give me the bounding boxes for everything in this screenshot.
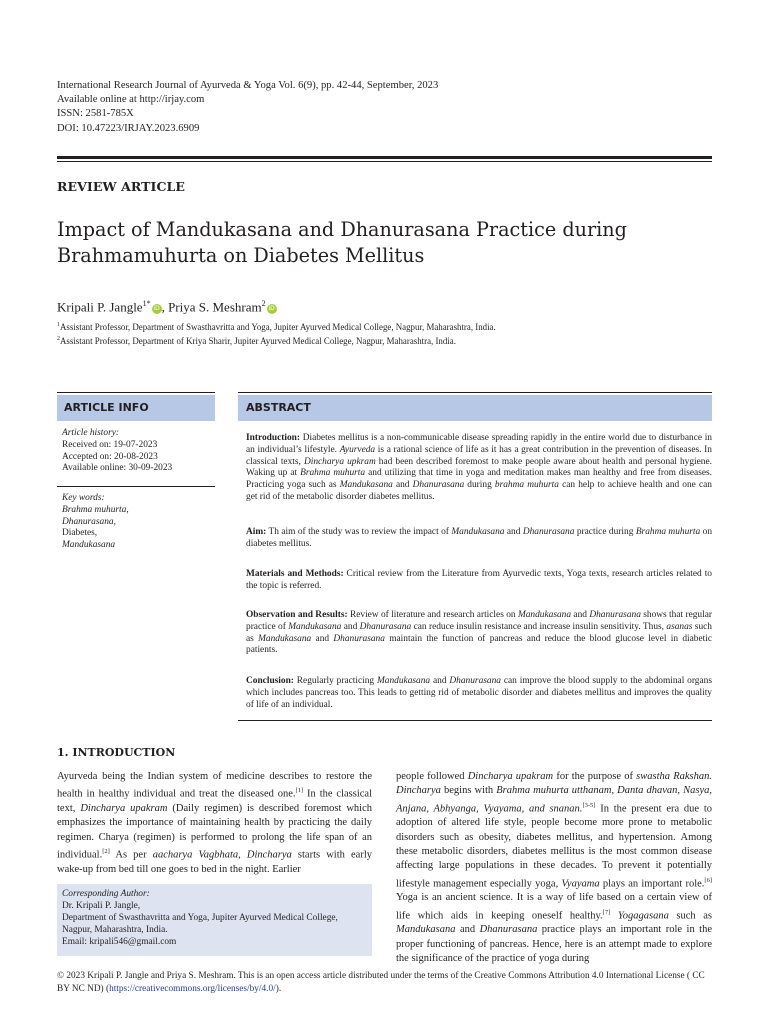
text-run: such as: [668, 910, 712, 922]
citation-ref[interactable]: [7]: [602, 908, 611, 916]
text-run: In the present era due to adoption of altered life style, people become more prone to metabolic disorders such as obesity, diabetes mellitus, and hypertension. Among these metabolic disorders, diabetes mellitus is the most common disease affecting large populations in these decades. To prevent it potentially lifestyle management especially yoga,: [396, 803, 713, 890]
text-run: such as: [246, 621, 712, 644]
italic-term: Brahma muhurta: [635, 527, 701, 537]
keyword: Mandukasana: [62, 540, 116, 551]
text-run: and: [430, 676, 450, 686]
italic-term: Vyayama: [561, 878, 600, 890]
accepted-date: Accepted on: 20-08-2023: [62, 451, 158, 462]
text-run: begins with: [440, 785, 497, 797]
author-2-sup: 2: [261, 299, 266, 308]
italic-term: Mandukasana: [258, 633, 312, 644]
journal-doi: DOI: 10.47223/IRJAY.2023.6909: [57, 122, 200, 134]
text-run: and: [455, 924, 480, 936]
corresponding-department: Department of Swasthavritta and Yoga, Jupiter Ayurved Medical College,: [62, 913, 338, 923]
text-run: starts with early wake-up from bed till one goes to bed in the night. Earlier: [57, 849, 372, 875]
italic-term: Ayurveda: [339, 444, 376, 455]
license-link[interactable]: https://creativecommons.org/licenses/by/4.0/: [109, 983, 276, 994]
abstract-methods-label: Materials and Methods:: [246, 569, 344, 579]
journal-url: Available online at http://irjay.com: [57, 94, 205, 106]
affiliation-2-sup: 2: [57, 336, 60, 343]
italic-term: Dhanurasana: [449, 676, 501, 686]
journal-issn: ISSN: 2581-785X: [57, 108, 134, 120]
text-run: on diabetes mellitus.: [246, 527, 713, 549]
journal-meta: [57, 79, 438, 136]
intro-column-2: [396, 770, 712, 966]
italic-term: Dincharya upakram: [80, 803, 168, 815]
italic-term: Dhanurasana: [522, 527, 575, 537]
license-end: ).: [275, 983, 282, 994]
abstract-introduction-label: Introduction:: [246, 433, 301, 443]
corresponding-email[interactable]: Email: kripali546@gmail.com: [62, 937, 177, 947]
orcid-icon[interactable]: iD: [153, 305, 160, 313]
italic-term: Dhanurasana: [589, 610, 641, 620]
italic-term: asanas: [666, 621, 693, 632]
text-run: maintain the function of pancreas and reduce the blood glucose level in diabetic patients.: [246, 633, 712, 656]
text-run: plays an important role.: [599, 878, 705, 890]
text-run: and: [341, 621, 360, 632]
abstract-introduction-text: [246, 433, 712, 502]
text-run: and: [504, 527, 523, 537]
text-run: during: [464, 480, 495, 491]
text-run: [610, 910, 618, 921]
text-run: As per: [109, 849, 153, 861]
author-1: Kripali P. Jangle: [57, 299, 143, 315]
article-info-heading: ARTICLE INFO: [57, 395, 215, 421]
history-label: Article history:: [62, 428, 120, 438]
text-run: (Daily regimen) is described foremost which emphasizes the importance of maintaining health by practicing the daily regimen. Charya (regimen) is performed to prolong the life span of an individual.: [57, 803, 372, 861]
header-rule-thick: [57, 156, 712, 159]
license-notice: [57, 970, 712, 996]
text-run: can reduce insulin resistance and increase insulin sensitivity. Thus,: [411, 621, 667, 632]
italic-term: Brahma muhurta utthanam, Danta dhavan, Nasya, Anjana, Abhyanga, Vyayama, and snanan.: [396, 785, 712, 815]
abstract-aim-label: Aim:: [246, 527, 267, 537]
abstract-heading: ABSTRACT: [238, 395, 712, 421]
journal-citation: International Research Journal of Ayurveda & Yoga Vol. 6(9), pp. 42-44, September, 2023: [57, 80, 439, 91]
article-info-top-rule: [57, 392, 215, 393]
text-run: and: [571, 610, 590, 620]
abstract-aim-text: [246, 527, 712, 549]
text-run: In the classical text,: [57, 788, 372, 815]
italic-term: brahma muhurta: [494, 480, 559, 491]
italic-term: Mandukasana: [339, 480, 393, 491]
intro-column-1: [57, 770, 372, 877]
title-line-1: Impact of Mandukasana and Dhanurasana Practice during: [57, 218, 627, 241]
text-run: Th aim of the study was to review the impact of: [266, 527, 452, 537]
received-date: Received on: 19-07-2023: [62, 439, 158, 450]
keyword: Diabetes,: [62, 528, 98, 539]
text-run: practice plays an important role in the proper functioning of pancreas. Hence, here is an attempt made to explore the significance of the practice of yoga during: [396, 924, 712, 965]
italic-term: Mandukasana: [377, 676, 431, 686]
citation-ref[interactable]: [1]: [295, 787, 304, 795]
text-run: and utilizing that time in yoga and meditation makes man healthy and free from diseases. Practicing yoga such as: [246, 468, 712, 491]
text-run: Regularly practicing: [293, 676, 377, 686]
affiliation-1-text: Assistant Professor, Department of Swasthavritta and Yoga, Jupiter Ayurved Medical College, Nagpur, Maharashtra, India.: [60, 322, 496, 332]
italic-term: Dhanurasana: [333, 633, 385, 644]
text-run: Review of literature and research articles on: [347, 610, 518, 620]
italic-term: Dhanurasana: [359, 621, 412, 632]
abstract-aim: [246, 527, 712, 551]
abstract-conclusion-label: Conclusion:: [246, 676, 294, 686]
keywords-label: Key words:: [62, 493, 105, 503]
header-rule-thin: [57, 161, 712, 162]
citation-ref[interactable]: [6]: [704, 876, 712, 884]
abstract-results-label: Observation and Results:: [246, 610, 348, 620]
text-run: for the purpose of: [553, 771, 637, 782]
affiliation-1-sup: 1: [57, 322, 60, 329]
corresponding-author-box: [57, 884, 372, 956]
orcid-icon[interactable]: iD: [268, 305, 275, 313]
affiliation-2: [57, 336, 456, 346]
affiliation-1: [57, 322, 496, 332]
section-heading-introduction: 1. INTRODUCTION: [57, 746, 176, 759]
corresponding-label: Corresponding Author:: [62, 889, 150, 899]
license-text: © 2023 Kripali P. Jangle and Priya S. Meshram. This is an open access article distributed under the terms of the Creative Commons Attribution 4.0 International License ( CC BY NC ND) (: [57, 971, 705, 994]
author-2: Priya S. Meshram: [168, 299, 262, 315]
italic-term: Mandukasana: [517, 610, 572, 620]
text-run: is a rational science of life as it has a great contribution in the prevention of diseases. In classical texts,: [246, 444, 712, 467]
text-run: Yoga is an ancient science. It is a way of life based on a certain view of life which aids in keeping oneself healthy.: [396, 892, 712, 922]
affiliation-2-text: Assistant Professor, Department of Kriya Sharir, Jupiter Ayurved Medical College, Nagpur, Maharashtra, India.: [60, 336, 456, 346]
corresponding-name: Dr. Kripali P. Jangle,: [62, 901, 141, 911]
abstract-conclusion: [246, 676, 712, 711]
text-run: can improve the blood supply to the abdominal organs which includes pancreas too. This leads to getting rid of metabolic disorder and diabetes mellitus and improves the quality of life of an individual.: [246, 676, 712, 710]
citation-ref[interactable]: [2]: [102, 847, 110, 855]
article-info-divider: [57, 486, 215, 487]
article-history: [62, 428, 172, 475]
article-title: [57, 217, 712, 269]
abstract-conclusion-text: [246, 676, 712, 710]
text-run: and: [311, 633, 334, 644]
abstract-bottom-rule: [238, 720, 712, 721]
italic-term: swastha Rakshan. Dincharya: [396, 771, 712, 797]
text-run: and: [392, 480, 413, 491]
abstract-introduction: [246, 433, 712, 504]
italic-term: Mandukasana: [451, 527, 505, 537]
text-run: had been described foremost to make people aware about health and personal hygiene. Waking up at: [246, 456, 712, 479]
corresponding-place: Nagpur, Maharashtra, India.: [62, 925, 168, 935]
italic-term: Dhanurasana: [479, 924, 538, 936]
keywords-block: [62, 493, 129, 552]
italic-term: Mandukasana: [396, 924, 456, 936]
text-run: Ayurveda being the Indian system of medicine describes to restore the health in healthy individual and treat the diseased one.: [57, 771, 372, 800]
abstract-results: [246, 610, 712, 657]
author-list: [57, 299, 277, 315]
keyword: Brahma muhurta,: [62, 504, 129, 515]
italic-term: Mandukasana: [288, 621, 342, 632]
italic-term: Dincharya upakram: [467, 771, 554, 782]
italic-term: Brahma muhurta: [300, 468, 366, 479]
italic-term: Yogagasana: [617, 910, 669, 922]
italic-term: aacharya Vagbhata, Dincharya: [152, 849, 292, 861]
text-run: people followed: [396, 771, 468, 782]
abstract-top-rule: [238, 392, 712, 393]
italic-term: Dhanurasana: [412, 480, 465, 491]
text-run: shows that regular practice of: [246, 610, 713, 632]
italic-term: Dincharya upkram: [303, 456, 376, 467]
text-run: practice during: [574, 527, 636, 537]
author-separator: ,: [161, 299, 169, 315]
text-run: Diabetes mellitus is a non-communicable disease spreading rapidly in the entire world due to disturbance in an individual’s lifestyle.: [246, 433, 712, 455]
available-date: Available online: 30-09-2023: [62, 463, 173, 474]
text-run: can help to achieve health and one can get rid of the metabolic disorder diabetes mellitus.: [246, 480, 712, 502]
title-line-2: Brahmamuhurta on Diabetes Mellitus: [57, 244, 425, 267]
text-run: Critical review from the Literature from Ayurvedic texts, Yoga texts, research articles related to the topic is referred.: [246, 569, 712, 591]
keyword: Dhanurasana,: [62, 516, 116, 527]
citation-ref[interactable]: [3-5]: [582, 801, 596, 809]
abstract-methods: [246, 569, 712, 593]
author-1-sup: 1*: [142, 299, 151, 308]
article-type: REVIEW ARTICLE: [57, 179, 186, 194]
